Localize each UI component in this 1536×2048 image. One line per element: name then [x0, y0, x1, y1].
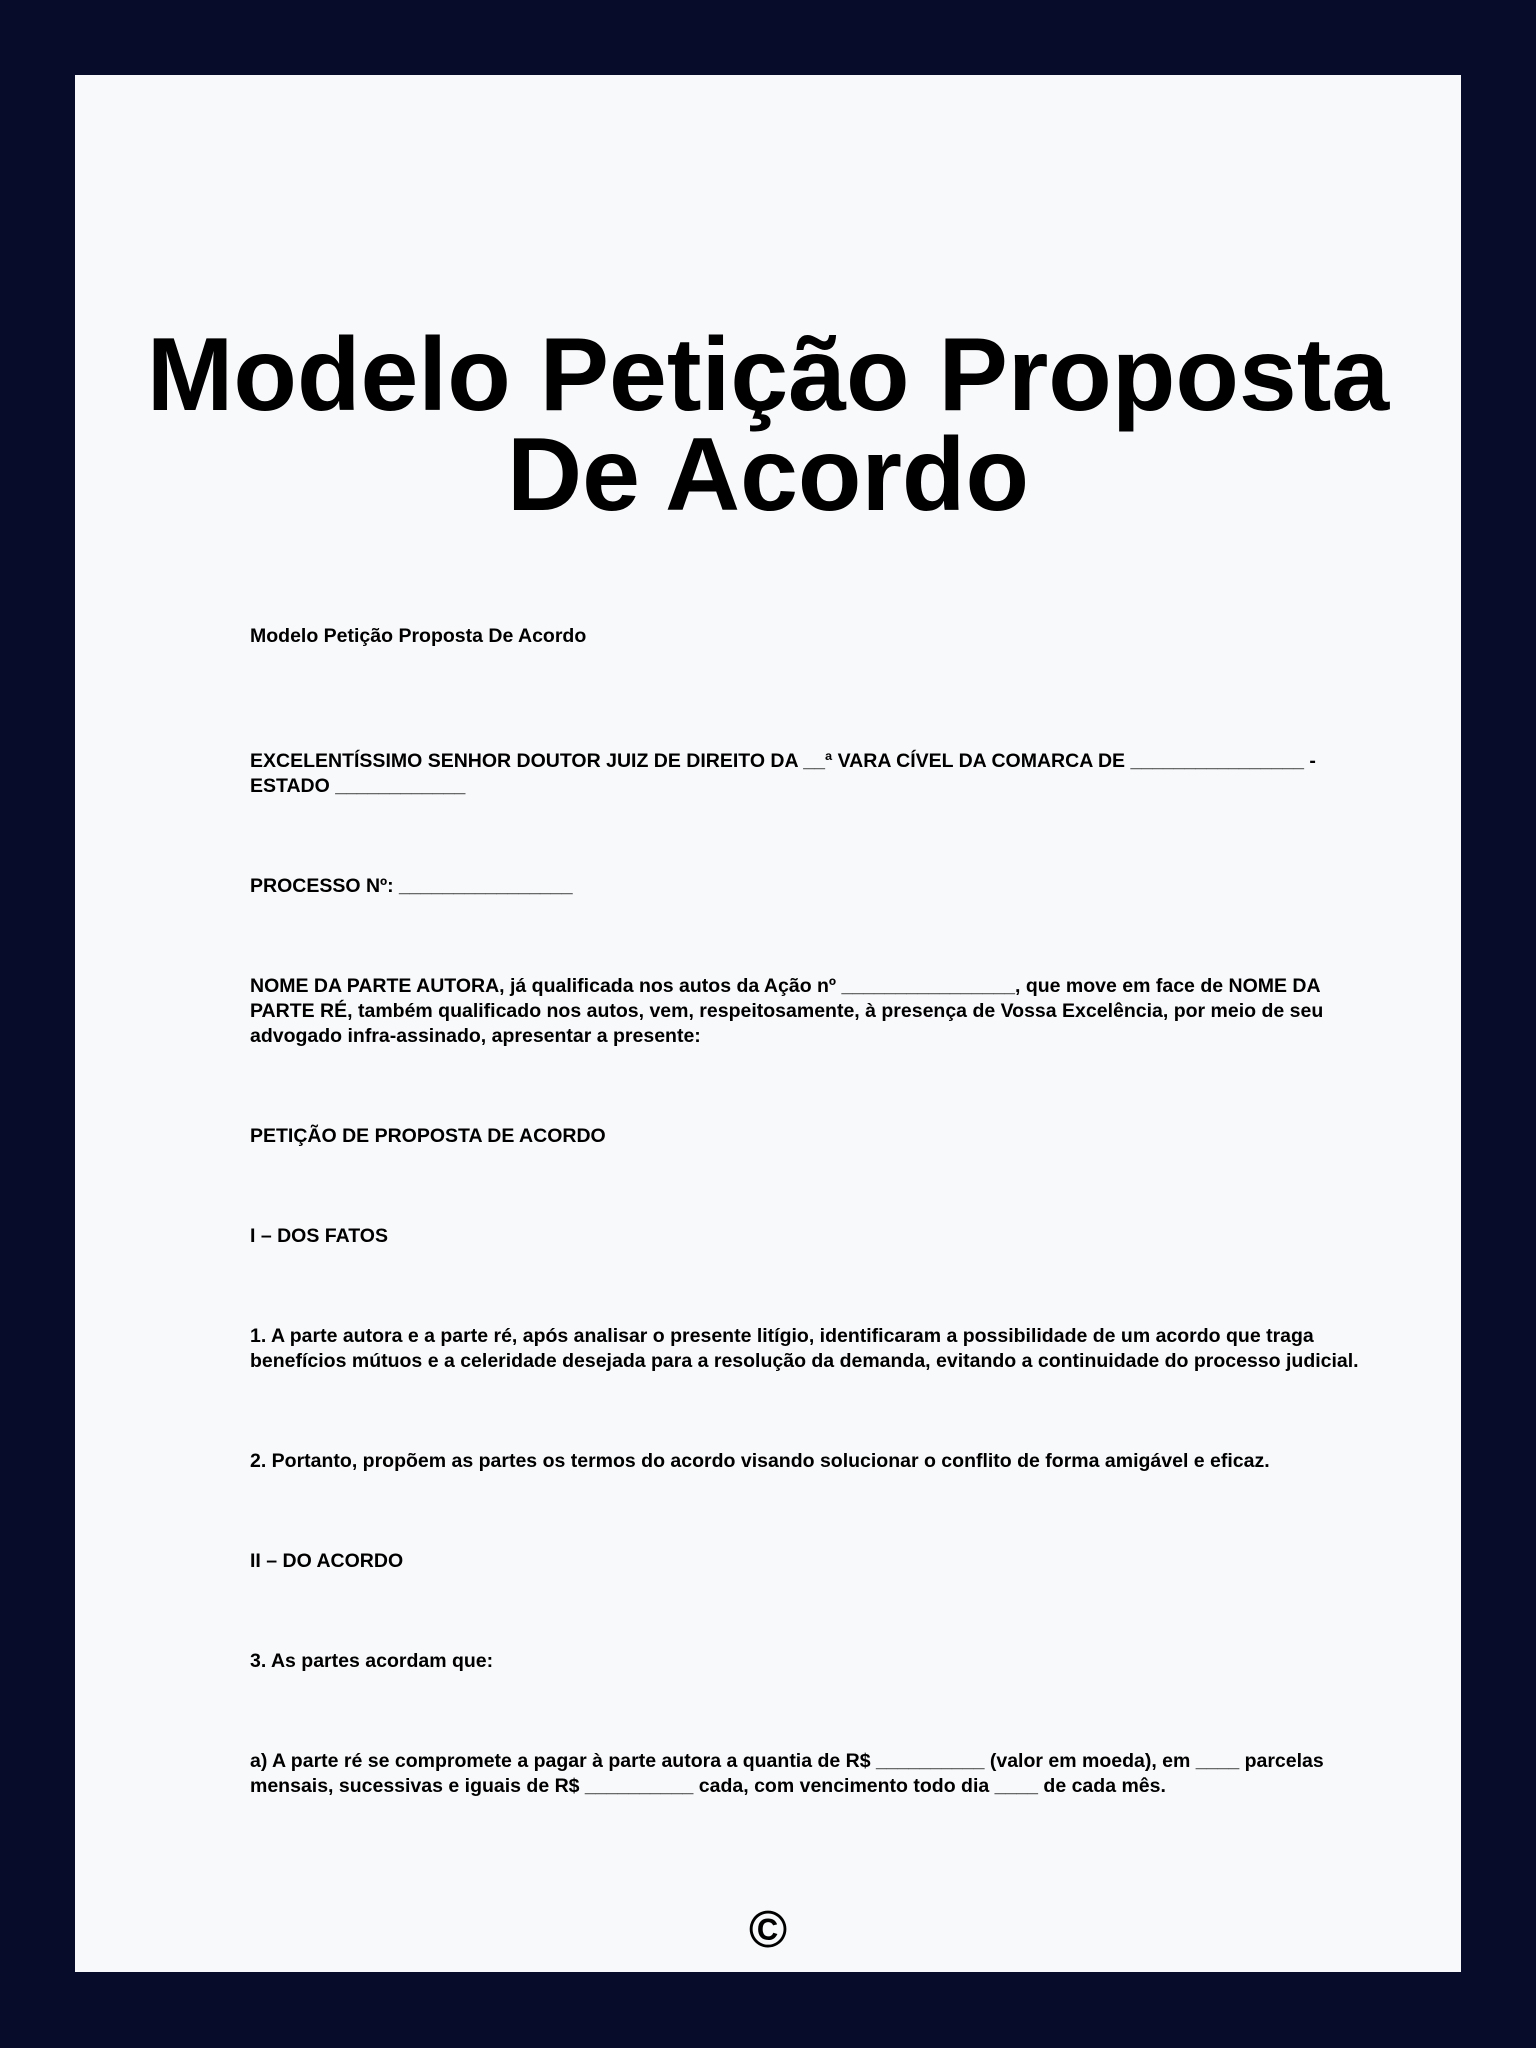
section-agreement-heading: II – DO ACORDO: [250, 1550, 404, 1572]
section-facts-heading: I – DOS FATOS: [250, 1225, 388, 1247]
paragraph-3: 3. As partes acordam que:: [250, 1650, 494, 1672]
copyright-icon: ©: [748, 1901, 788, 1959]
process-number: PROCESSO Nº: ________________: [250, 875, 573, 897]
paragraph-2: 2. Portanto, propõem as partes os termos do acordo visando solucionar o conflito de forma amigável e eficaz.: [250, 1450, 1270, 1472]
document-subtitle: Modelo Petição Proposta De Acordo: [250, 625, 587, 647]
document-title: Modelo Petição Proposta De Acordo: [146, 317, 1390, 533]
document-page: [75, 75, 1461, 1972]
court-address: EXCELENTÍSSIMO SENHOR DOUTOR JUIZ DE DIREITO DA __ª VARA CÍVEL DA COMARCA DE ________________ - ESTADO ____________: [250, 750, 1316, 797]
petition-heading: PETIÇÃO DE PROPOSTA DE ACORDO: [250, 1125, 606, 1147]
document-body: [250, 549, 1380, 1799]
item-a: a) A parte ré se compromete a pagar à parte autora a quantia de R$ __________ (valor em moeda), em ____ parcelas mensais, sucessivas e iguais de R$ __________ cada, com vencimento todo dia ____ de cada mês.: [250, 1750, 1324, 1797]
paragraph-1: 1. A parte autora e a parte ré, após analisar o presente litígio, identificaram a possibilidade de um acordo que traga benefícios mútuos e a celeridade desejada para a resolução da demanda, evitando a continuidade do processo judicial.: [250, 1325, 1359, 1372]
intro-paragraph: NOME DA PARTE AUTORA, já qualificada nos autos da Ação nº ________________, que move em face de NOME DA PARTE RÉ, também qualificado nos autos, vem, respeitosamente, à presença de Vossa Excelência, por meio de seu advogado infra-assinado, apresentar a presente:: [250, 975, 1324, 1047]
